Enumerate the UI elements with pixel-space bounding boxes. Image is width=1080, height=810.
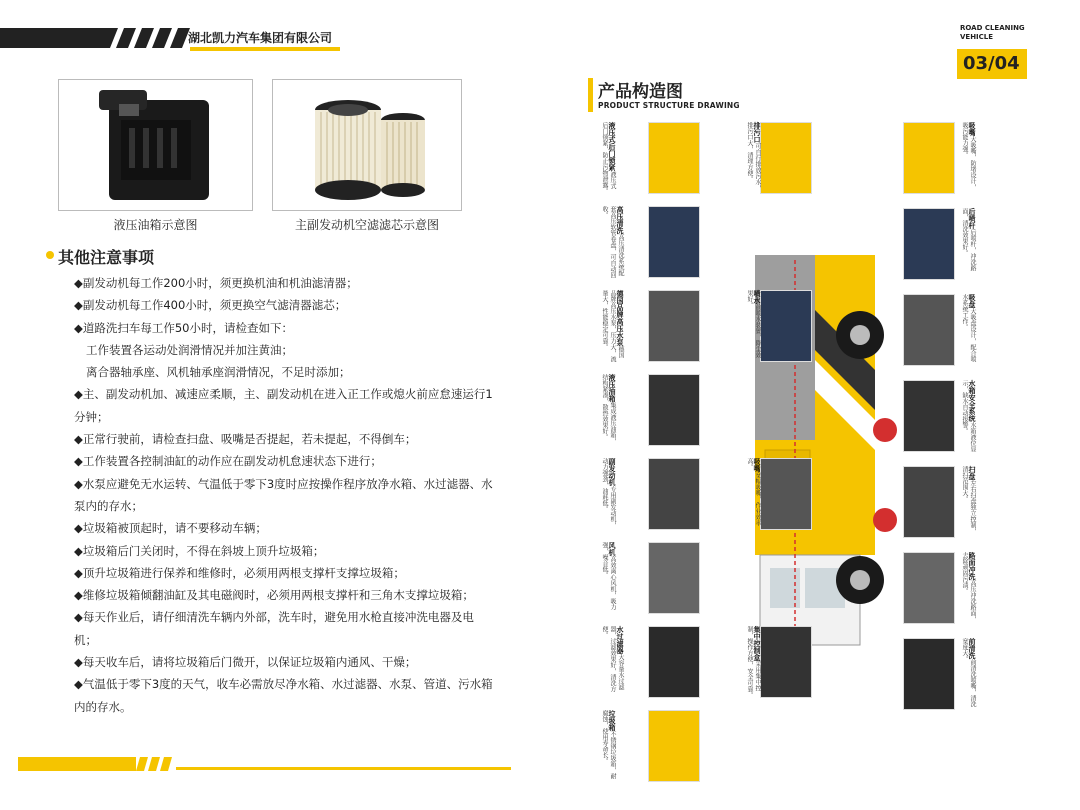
part-desc: 德国品牌高压水泵，压力大，流量大，性能稳定可靠。 bbox=[601, 290, 624, 362]
vehicle-title bbox=[960, 24, 1040, 42]
part-name: 液压油箱 bbox=[608, 374, 616, 402]
header-underline bbox=[190, 47, 340, 51]
part-label bbox=[600, 122, 616, 194]
part-label bbox=[960, 552, 976, 624]
part-label bbox=[600, 710, 616, 782]
note-item: ◆正常行驶前，请检查扫盘、吸嘴是否提起，若未提起，不得倒车； bbox=[74, 432, 417, 447]
part-desc: 水箱液位显示，缺水自动报警。 bbox=[961, 380, 976, 452]
part-photo bbox=[648, 710, 700, 782]
part-label bbox=[960, 208, 976, 280]
part-name: 后喷杆 bbox=[968, 208, 976, 229]
note-item: ◆主、副发动机加、减速应柔顺，主、副发动机在进入正工作或熄火前应怠速运行1分钟； bbox=[74, 387, 493, 424]
part-name: 吸盘 bbox=[968, 294, 976, 308]
part-label bbox=[745, 122, 761, 194]
part-label bbox=[600, 458, 616, 530]
part-desc: 采用集中控制，操作方便，安全可靠。 bbox=[746, 626, 761, 698]
footer-line bbox=[176, 767, 511, 770]
note-item: ◆顶升垃圾箱进行保养和维修时，必须用两根支撑杆支撑垃圾箱； bbox=[74, 565, 405, 580]
hydraulic-tank-illustration bbox=[59, 80, 254, 212]
notes-title: 其他注意事项 bbox=[58, 248, 155, 267]
product-title: 产品构造图 bbox=[598, 82, 683, 102]
vehicle-title-line2: VEHICLE bbox=[960, 33, 994, 41]
part-photo bbox=[903, 122, 955, 194]
part-photo bbox=[760, 626, 812, 698]
part-photo bbox=[903, 552, 955, 624]
part-name: 副发动机 bbox=[608, 458, 616, 486]
product-title-bar bbox=[588, 78, 593, 112]
part-label bbox=[960, 122, 976, 194]
part-name: 扫盘 bbox=[968, 466, 976, 480]
part-label bbox=[600, 542, 616, 614]
part-desc: 可自行排放污水，排污口大，清理方便。 bbox=[746, 122, 761, 191]
part-name: 吸嘴 bbox=[968, 122, 976, 136]
part-label bbox=[960, 294, 976, 366]
part-photo bbox=[903, 466, 955, 538]
part-desc: 大容量水过滤器，过滤效果好，清洗方便。 bbox=[601, 626, 624, 692]
part-label bbox=[600, 206, 624, 278]
part-photo bbox=[903, 208, 955, 280]
part-label bbox=[745, 290, 761, 362]
footer-bar bbox=[18, 757, 178, 771]
part-name: 风机 bbox=[608, 542, 616, 556]
part-photo bbox=[760, 290, 812, 362]
company-name: 湖北凯力汽车集团有限公司 bbox=[188, 31, 333, 45]
part-desc: 集成液压油箱，结构紧凑，散热效果好。 bbox=[601, 374, 616, 444]
hydraulic-tank-figure bbox=[58, 79, 253, 211]
air-filter-illustration bbox=[273, 80, 463, 212]
part-name: 集中控制盒 bbox=[753, 626, 761, 661]
part-name: 吸嘴 bbox=[753, 458, 761, 472]
product-subtitle: PRODUCT STRUCTURE DRAWING bbox=[598, 101, 740, 110]
part-desc: 大吸嘴，防堵设计，吸污能力强。 bbox=[961, 122, 976, 190]
part-name: 喷水 bbox=[753, 290, 761, 304]
part-desc: 高压冲洗路面，去除顽固污渍。 bbox=[961, 552, 976, 622]
part-photo bbox=[648, 206, 700, 278]
part-photo bbox=[760, 122, 812, 194]
part-desc: 宽幅吸嘴，作业效率高。 bbox=[746, 458, 761, 526]
part-name: 高压清洗 bbox=[616, 206, 624, 234]
part-photo bbox=[648, 626, 700, 698]
notes-list bbox=[46, 272, 496, 718]
part-desc: 高压清洗系统配套高压软管卷盘，可自动回收。 bbox=[601, 206, 624, 278]
note-item: ◆维修垃圾箱倾翻油缸及其电磁阀时，必须用两根支撑杆和三角木支撑垃圾箱； bbox=[74, 588, 474, 603]
part-name: 垃圾箱 bbox=[608, 710, 616, 731]
part-photo bbox=[648, 458, 700, 530]
part-photo bbox=[648, 374, 700, 446]
part-desc: 高效离心风机，吸力强，噪音低。 bbox=[601, 542, 616, 610]
page-number: 03/04 bbox=[963, 53, 1020, 74]
part-label bbox=[600, 290, 624, 362]
note-item: 离合器轴承座、风机轴承座润滑情况，不足时添加； bbox=[86, 365, 351, 380]
note-item: ◆道路洗扫车每工作50小时，请检查如下： bbox=[74, 320, 293, 335]
note-item: ◆垃圾箱被顶起时，请不要移动车辆； bbox=[74, 521, 267, 536]
part-desc: 左右扫盘独立控制，清扫范围大。 bbox=[961, 466, 976, 534]
part-label bbox=[960, 638, 976, 710]
part-photo bbox=[760, 458, 812, 530]
air-filter-figure bbox=[272, 79, 462, 211]
part-label bbox=[600, 626, 624, 698]
note-item: ◆副发动机每工作200小时，须更换机油和机油滤清器； bbox=[74, 276, 358, 290]
part-desc: 前清洗喷嘴，清洗宽度大。 bbox=[961, 638, 976, 707]
note-item: 工作装置各运动处润滑情况并加注黄油； bbox=[86, 342, 293, 357]
part-name: 水箱安全系统 bbox=[968, 380, 976, 422]
note-item: ◆工作装置各控制油缸的动作应在副发动机怠速状态下进行； bbox=[74, 454, 382, 469]
part-photo bbox=[903, 380, 955, 452]
part-desc: 大吸盘设计，配合喷水系统工作。 bbox=[961, 294, 976, 362]
part-photo bbox=[648, 290, 700, 362]
part-desc: 专用副发动机，动力强劲，油耗低。 bbox=[601, 458, 616, 528]
part-desc: 前喷水装置，降尘效果好。 bbox=[746, 290, 761, 358]
part-label bbox=[960, 466, 976, 538]
part-name: 水过滤器 bbox=[616, 626, 624, 654]
filter-caption: 主副发动机空滤滤芯示意图 bbox=[294, 218, 439, 232]
part-desc: 液压式后门锁紧，防止污物泄露。 bbox=[601, 122, 616, 194]
part-photo bbox=[903, 294, 955, 366]
part-photo bbox=[648, 122, 700, 194]
part-label bbox=[745, 458, 761, 530]
part-desc: 不锈钢垃圾箱，耐腐蚀，使用寿命长。 bbox=[601, 710, 616, 779]
part-name: 路面冲洗 bbox=[968, 552, 976, 580]
note-item: ◆气温低于零下3度的天气，收车必需放尽净水箱、水过滤器、水泵、管道、污水箱内的存水。 bbox=[74, 677, 493, 714]
vehicle-title-line1: ROAD CLEANING bbox=[960, 24, 1025, 32]
note-item: ◆每天作业后，请仔细清洗车辆内外部，洗车时，避免用水枪直接冲洗电器及电机； bbox=[74, 610, 474, 647]
section-bullet bbox=[46, 251, 54, 259]
part-desc: 后喷杆，冲洗路面，清洗效果好。 bbox=[961, 208, 976, 271]
part-photo bbox=[903, 638, 955, 710]
part-label bbox=[960, 380, 976, 452]
part-name: 液压式后门锁紧 bbox=[608, 122, 616, 171]
note-item: ◆水泵应避免无水运转、气温低于零下3度时应按操作程序放净水箱、水过滤器、水泵内的存水； bbox=[74, 476, 493, 513]
part-label bbox=[600, 374, 616, 446]
part-name: 排污口 bbox=[753, 122, 761, 143]
part-photo bbox=[648, 542, 700, 614]
header-stripes bbox=[0, 28, 200, 48]
note-item: ◆副发动机每工作400小时，须更换空气滤清器滤芯； bbox=[74, 298, 347, 313]
part-name: 德国品牌高压水泵 bbox=[616, 290, 624, 346]
tank-caption: 液压油箱示意图 bbox=[113, 218, 198, 232]
note-item: ◆垃圾箱后门关闭时，不得在斜坡上顶升垃圾箱； bbox=[74, 543, 325, 558]
part-label bbox=[745, 626, 761, 698]
part-name: 前清洗 bbox=[968, 638, 976, 659]
note-item: ◆每天收车后，请将垃圾箱后门微开，以保证垃圾箱内通风、干燥； bbox=[74, 655, 417, 670]
